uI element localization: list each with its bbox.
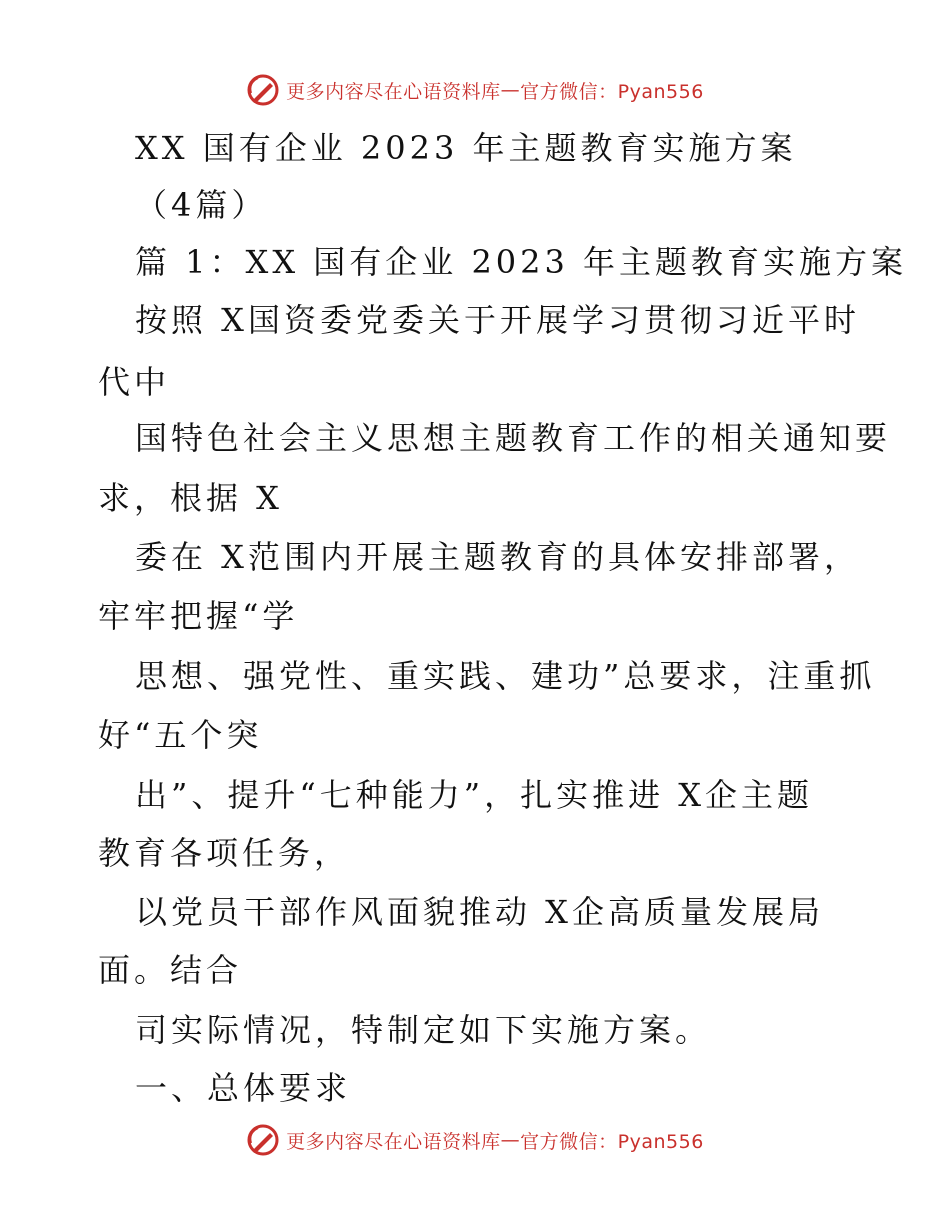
text-line: 面。结合 <box>98 951 243 989</box>
pen-in-circle-logo-icon <box>246 1123 280 1157</box>
text-line: 代中 <box>98 363 171 401</box>
text-line: 思想、强党性、重实践、建功”总要求，注重抓 <box>135 657 876 695</box>
text-line: 按照 X国资委党委关于开展学习贯彻习近平时 <box>135 301 860 339</box>
text-line: 求，根据 X <box>98 479 283 517</box>
watermark-text: 更多内容尽在心语资料库 <box>286 1130 501 1153</box>
text-line: 国特色社会主义思想主题教育工作的相关通知要 <box>135 419 892 457</box>
text-line: 委在 X范围内开展主题教育的具体安排部署， <box>135 538 860 576</box>
watermark-contact: 官方微信：Pyan556 <box>520 1130 704 1153</box>
watermark-header <box>0 70 950 110</box>
watermark-dash: — <box>500 1129 521 1151</box>
pen-in-circle-logo-icon <box>246 73 280 107</box>
document-subtitle: （4篇） <box>135 186 268 224</box>
watermark-text: 更多内容尽在心语资料库 <box>286 80 501 103</box>
section-heading: 一、总体要求 <box>135 1069 352 1107</box>
watermark-dash: — <box>500 79 521 101</box>
text-line: 司实际情况，特制定如下实施方案。 <box>135 1011 712 1049</box>
text-line: 以党员干部作风面貌推动 X企高质量发展局 <box>135 893 824 931</box>
watermark-footer <box>0 1120 950 1160</box>
text-line: 好“五个突 <box>98 716 263 754</box>
text-line: 牢牢把握“学 <box>98 597 299 635</box>
watermark-contact: 官方微信：Pyan556 <box>520 80 704 103</box>
document-title: XX 国有企业 2023 年主题教育实施方案 <box>135 129 797 167</box>
text-line: 出”、提升“七种能力”，扎实推进 X企主题 <box>135 776 814 814</box>
text-line: 篇 1：XX 国有企业 2023 年主题教育实施方案 <box>135 243 908 281</box>
text-line: 教育各项任务， <box>98 834 351 872</box>
